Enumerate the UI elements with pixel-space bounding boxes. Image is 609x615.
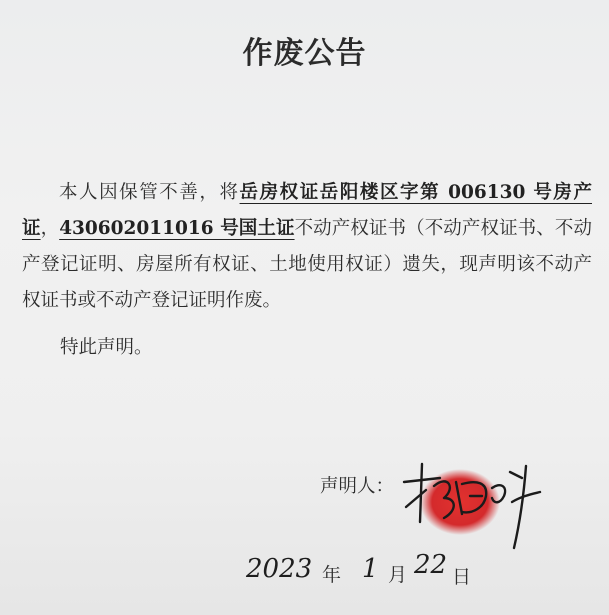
body-separator: ，: [40, 217, 60, 239]
land-certificate-number: 430602011016 号国土证: [59, 217, 295, 239]
notice-title: 作废公告: [242, 36, 367, 71]
declarant-label: 声明人：: [320, 476, 395, 497]
notice-body: [22, 175, 592, 319]
date-day-unit: 日: [452, 566, 472, 588]
date-day: 22: [414, 550, 448, 580]
date-year-unit: 年: [322, 564, 342, 586]
body-lead: 本人因保管不善，将: [59, 181, 240, 203]
date-month-unit: 月: [388, 564, 408, 586]
closing-statement: 特此声明。: [60, 337, 153, 358]
body-tail: 不动产权证书（不动产权证书、不动产登记证明、房屋所有权证、土地使用权证）遗失，现声明该不动产权证书或不动产登记证明作废。: [22, 217, 592, 311]
date-month: 1: [362, 554, 379, 584]
property-certificate-number: 岳房权证岳阳楼区字第 006130 号房产证: [22, 181, 592, 239]
date-year: 2023: [246, 554, 313, 584]
handwritten-signature: [396, 452, 546, 552]
date-row: [246, 548, 486, 592]
